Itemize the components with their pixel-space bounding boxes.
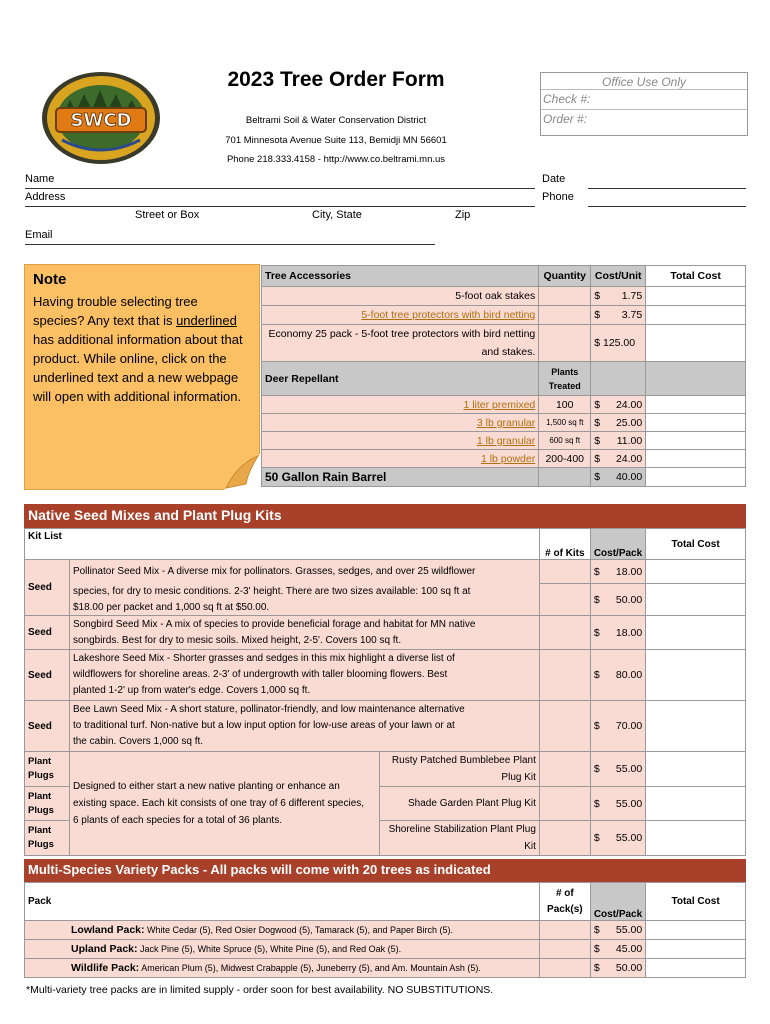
plants-treated-value: 1,500 sq ft: [539, 414, 591, 432]
total-cost-cell[interactable]: [646, 432, 746, 450]
total-cost-cell[interactable]: [646, 787, 746, 821]
accessories-header: Tree Accessories: [262, 266, 539, 287]
name-field[interactable]: [25, 187, 535, 189]
quantity-header: Quantity: [539, 266, 591, 287]
pack-cost: 55.00: [615, 924, 643, 936]
pack-cost: 55.00: [615, 832, 643, 844]
lowland-pack-name: Lowland Pack:: [71, 924, 145, 936]
dollar-sign: $: [593, 669, 600, 681]
note-title: Note: [33, 271, 67, 288]
liter-premixed-link[interactable]: 1 liter premixed: [463, 398, 536, 411]
seed-table: [24, 528, 746, 856]
three-lb-granular-link[interactable]: 3 lb granular: [476, 416, 536, 429]
seed-type-label: Seed: [25, 560, 70, 616]
total-cost-cell[interactable]: [646, 701, 746, 752]
dollar-sign: $: [594, 337, 601, 349]
dollar-sign: $: [593, 962, 600, 974]
kits-input[interactable]: [539, 650, 590, 701]
quantity-input[interactable]: [539, 325, 591, 362]
kits-input[interactable]: [539, 560, 590, 584]
office-use-box: [540, 72, 748, 136]
address-label: Address: [25, 191, 66, 203]
pack-cost: 50.00: [615, 593, 643, 606]
total-cost-cell[interactable]: [646, 287, 746, 306]
bee-lawn-line-1: Bee Lawn Seed Mix - A short stature, pollinator-friendly, and low maintenance alternative: [72, 704, 465, 715]
zip-label: Zip: [455, 209, 471, 221]
city-label: City, State: [312, 209, 362, 221]
one-lb-granular-link[interactable]: 1 lb granular: [476, 434, 536, 447]
songbird-desc: [69, 616, 539, 650]
plants-treated-value: 100: [539, 396, 591, 414]
page-curl-icon: [224, 454, 260, 490]
total-cost-header: Total Cost: [646, 883, 746, 921]
plug-type-label: Plant Plugs: [25, 821, 70, 856]
address-field[interactable]: [25, 205, 535, 207]
lakeshore-line-2: wildflowers for shoreline areas. 2-3' of undergrowth with taller blooming flowers. Best: [72, 669, 448, 680]
bee-lawn-line-2: to traditional turf. Non-native but a low input option for low-use areas of your lawn or at: [72, 720, 455, 731]
kit-list-header: Kit List: [25, 529, 540, 560]
total-cost-cell[interactable]: [646, 396, 746, 414]
logo-text: SWCD: [70, 110, 132, 131]
accessories-table: [261, 265, 746, 487]
packs-section-title: Multi-Species Variety Packs - All packs will come with 20 trees as indicated: [24, 859, 746, 882]
packs-footnote: *Multi-variety tree packs are in limited supply - order soon for best availability. NO SUBSTITUTIONS.: [26, 984, 494, 996]
upland-pack-desc: Jack Pine (5), White Spruce (5), White Pine (5), and Red Oak (5).: [140, 944, 402, 954]
unit-cost: 25.00: [615, 416, 643, 429]
pollinator-line-1: Pollinator Seed Mix - A diverse mix for pollinators. Grasses, sedges, and over 25 wildflower: [69, 560, 539, 584]
upland-pack-name: Upland Pack:: [71, 943, 138, 955]
dollar-sign: $: [593, 763, 600, 775]
upland-pack-row: [25, 940, 540, 959]
total-cost-cell[interactable]: [646, 959, 746, 978]
pollinator-line-3: $18.00 per packet and 1,000 sq ft at $50.00.: [69, 600, 539, 616]
total-cost-cell[interactable]: [646, 468, 746, 487]
oak-stakes-label: 5-foot oak stakes: [262, 287, 539, 306]
pack-cost: 55.00: [615, 797, 643, 810]
note-box: [24, 264, 260, 490]
total-cost-cell[interactable]: [646, 921, 746, 940]
total-cost-header: Total Cost: [646, 266, 746, 287]
unit-cost: 125.00: [603, 337, 636, 349]
page-title: 2023 Tree Order Form: [227, 68, 445, 91]
dollar-sign: $: [594, 398, 601, 411]
kits-input[interactable]: [539, 787, 590, 821]
seed-type-label: Seed: [25, 701, 70, 752]
dollar-sign: $: [593, 924, 600, 936]
cost-pack-header: Cost/Pack: [590, 529, 645, 560]
unit-cost: 11.00: [616, 434, 643, 447]
songbird-line-2: songbirds. Best for dry to mesic soils. Mixed height, 2-5'. Covers 100 sq ft.: [72, 634, 402, 646]
cost-unit-header: Cost/Unit: [591, 266, 646, 287]
num-kits-header: # of Kits: [539, 529, 590, 560]
pack-cost: 50.00: [615, 962, 643, 974]
dollar-sign: $: [594, 434, 601, 447]
phone-field[interactable]: [588, 205, 746, 207]
dollar-sign: $: [594, 471, 601, 483]
deer-repellant-header: Deer Repellant: [262, 362, 539, 396]
lowland-pack-row: [25, 921, 540, 940]
kits-input[interactable]: [539, 701, 590, 752]
pollinator-line-2: species, for dry to mesic conditions. 2-3' height. There are two sizes available: 100 sq ft at: [69, 584, 539, 600]
email-label: Email: [25, 229, 53, 241]
unit-cost: 24.00: [615, 452, 643, 465]
quantity-input[interactable]: [539, 306, 591, 325]
kits-input[interactable]: [539, 821, 590, 856]
total-cost-cell[interactable]: [646, 450, 746, 468]
packs-input[interactable]: [539, 940, 590, 959]
plants-treated-value: 200-400: [539, 450, 591, 468]
total-cost-cell[interactable]: [646, 940, 746, 959]
total-cost-cell[interactable]: [646, 616, 746, 650]
total-cost-cell[interactable]: [646, 560, 746, 584]
plants-treated-header: Plants Treated: [539, 362, 591, 396]
rain-barrel-label: 50 Gallon Rain Barrel: [262, 468, 539, 487]
quantity-input[interactable]: [539, 287, 591, 306]
dollar-sign: $: [594, 290, 601, 302]
tree-protectors-link[interactable]: 5-foot tree protectors with bird netting: [361, 309, 536, 321]
wildlife-pack-row: [25, 959, 540, 978]
cost-pack-header: Cost/Pack: [590, 883, 645, 921]
bumblebee-kit-label: Rusty Patched Bumblebee Plant Plug Kit: [380, 752, 540, 787]
email-field[interactable]: [25, 243, 435, 245]
kits-input[interactable]: [539, 584, 590, 616]
swcd-logo: [40, 70, 162, 166]
date-label: Date: [542, 173, 566, 185]
total-cost-header: Total Cost: [646, 529, 746, 560]
dollar-sign: $: [593, 593, 600, 606]
org-name: Beltrami Soil & Water Conservation District: [245, 115, 427, 126]
kits-input[interactable]: [539, 752, 590, 787]
order-number-field[interactable]: Order #:: [541, 109, 747, 129]
wildlife-pack-name: Wildlife Pack:: [71, 962, 140, 974]
packs-table: [24, 882, 746, 978]
note-text-2: has additional information about that product. While online, click on the underlined text and a new webpage will open with additional information.: [33, 332, 243, 404]
seed-type-label: Seed: [25, 650, 70, 701]
unit-cost: 24.00: [615, 398, 643, 411]
total-cost-cell[interactable]: [646, 650, 746, 701]
total-cost-cell[interactable]: [646, 414, 746, 432]
songbird-line-1: Songbird Seed Mix - A mix of species to provide beneficial forage and habitat for MN native: [72, 618, 476, 630]
dollar-sign: $: [593, 797, 600, 810]
dollar-sign: $: [593, 832, 600, 844]
total-cost-cell[interactable]: [646, 306, 746, 325]
economy-pack-label: Economy 25 pack - 5-foot tree protectors with bird netting and stakes.: [262, 325, 539, 362]
kits-input[interactable]: [539, 616, 590, 650]
pack-header: Pack: [25, 883, 540, 921]
total-cost-cell[interactable]: [646, 325, 746, 362]
unit-cost: 3.75: [621, 309, 643, 321]
bee-lawn-line-3: the cabin. Covers 1,000 sq ft.: [72, 736, 204, 747]
seed-type-label: Seed: [25, 616, 70, 650]
dollar-sign: $: [594, 309, 601, 321]
note-text: [33, 292, 251, 406]
plug-description: Designed to either start a new native planting or enhance an existing space. Each kit consists of one tray of 6 different species, 6 plants of each species for a total of 36 plants.: [69, 752, 379, 856]
lakeshore-line-3: planted 1-2' up from water's edge. Covers 1,000 sq ft.: [72, 685, 311, 696]
lakeshore-desc: [69, 650, 539, 701]
phone-label: Phone: [542, 191, 574, 203]
pack-cost: 45.00: [615, 943, 643, 955]
dollar-sign: $: [593, 943, 600, 955]
plug-type-label: Plant Plugs: [25, 752, 70, 787]
total-cost-cell[interactable]: [646, 821, 746, 856]
pack-cost: 18.00: [615, 626, 643, 639]
unit-cost: 40.00: [615, 471, 643, 483]
wildlife-pack-desc: American Plum (5), Midwest Crabapple (5), Juneberry (5), and Am. Mountain Ash (5).: [141, 963, 481, 973]
shade-garden-kit-label: Shade Garden Plant Plug Kit: [380, 787, 540, 821]
lakeshore-line-1: Lakeshore Seed Mix - Shorter grasses and sedges in this mix highlight a diverse list of: [72, 653, 455, 664]
dollar-sign: $: [594, 452, 601, 465]
dollar-sign: $: [593, 565, 600, 578]
name-label: Name: [25, 173, 55, 185]
packs-input[interactable]: [539, 959, 590, 978]
total-cost-cell[interactable]: [646, 752, 746, 787]
unit-cost: 1.75: [621, 290, 643, 302]
underlined-example: underlined: [176, 313, 237, 328]
org-address: 701 Minnesota Avenue Suite 113, Bemidji MN 56601: [225, 135, 447, 146]
pack-cost: 18.00: [615, 565, 643, 578]
org-contact: Phone 218.333.4158 - http://www.co.beltrami.mn.us: [226, 154, 446, 165]
dollar-sign: $: [593, 720, 600, 732]
bee-lawn-desc: [69, 701, 539, 752]
pack-cost: 70.00: [615, 720, 643, 732]
note-text-1: Having trouble selecting tree species? Any text that is: [33, 294, 198, 328]
one-lb-powder-link[interactable]: 1 lb powder: [480, 452, 536, 465]
street-label: Street or Box: [135, 209, 200, 221]
dollar-sign: $: [593, 626, 600, 639]
plug-type-label: Plant Plugs: [25, 787, 70, 821]
lowland-pack-desc: White Cedar (5), Red Osier Dogwood (5), Tamarack (5), and Paper Birch (5).: [147, 925, 453, 935]
date-field[interactable]: [588, 187, 746, 189]
packs-input[interactable]: [539, 921, 590, 940]
plants-treated-value: 600 sq ft: [539, 432, 591, 450]
pack-cost: 80.00: [615, 669, 643, 681]
pack-cost: 55.00: [615, 763, 643, 775]
shoreline-kit-label: Shoreline Stabilization Plant Plug Kit: [380, 821, 540, 856]
dollar-sign: $: [594, 416, 601, 429]
check-number-field[interactable]: Check #:: [541, 89, 747, 109]
office-title: Office Use Only: [601, 75, 687, 89]
num-packs-header: # of Pack(s): [539, 883, 590, 921]
total-cost-cell[interactable]: [646, 584, 746, 616]
seed-section-title: Native Seed Mixes and Plant Plug Kits: [24, 504, 746, 528]
